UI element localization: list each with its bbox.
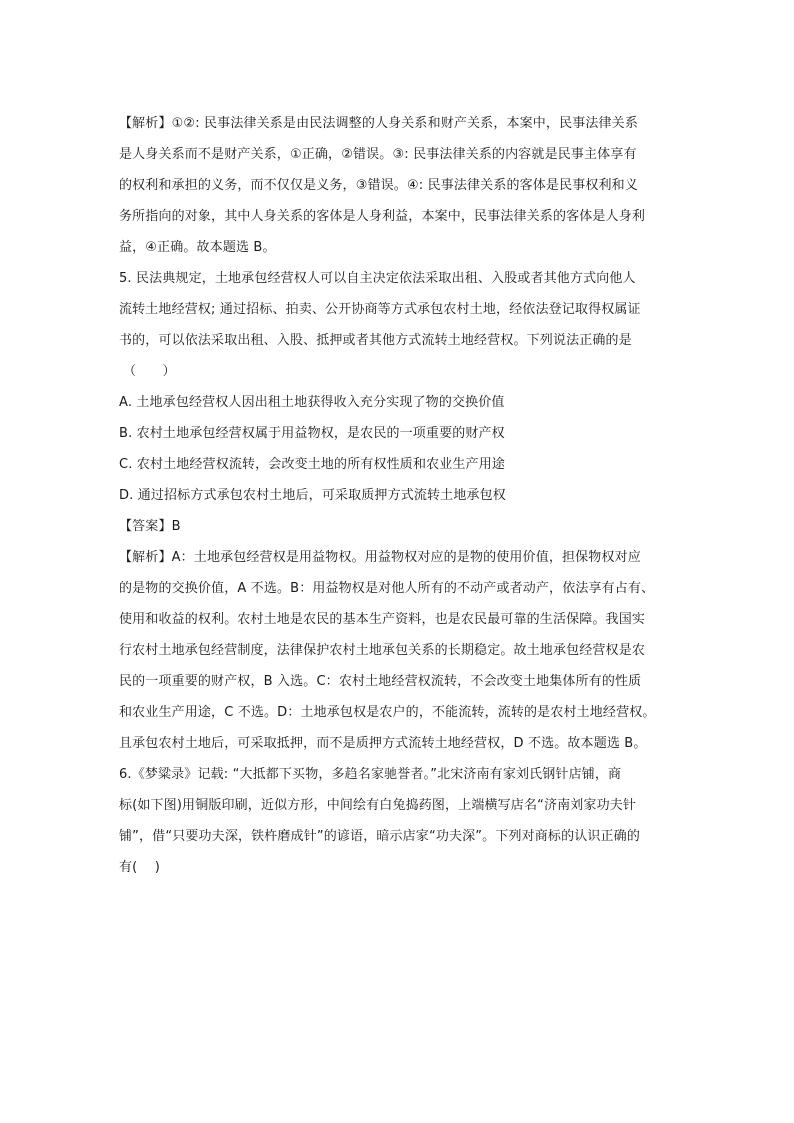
q5-analysis-line: 的是物的交换价值，A 不选。B：用益物权是对他人所有的不动产或者动产，依法享有占有、	[119, 581, 655, 596]
q5-analysis	[119, 542, 684, 759]
q5-analysis-line: 行农村土地承包经营制度，法律保护农村土地承包关系的长期稳定。故土地承包经营权是农	[119, 643, 646, 658]
q4-analysis-line: 的权利和承担的义务，而不仅仅是义务，③错误。④: 民事法律关系的客体是民事权利和义	[119, 178, 638, 193]
q5-analysis-line: 且承包农村土地后，可采取抵押，而不是质押方式流转土地经营权，D 不选。故本题选 B。	[119, 736, 647, 751]
q5-answer	[119, 511, 684, 542]
q5-analysis-line: 【解析】A：土地承包经营权是用益物权。用益物权对应的是物的使用价值，担保物权对应	[119, 550, 641, 565]
q5-option-c: C. 农村土地经营权流转，会改变土地的所有权性质和农业生产用途	[119, 457, 505, 472]
q5-option-b: B. 农村土地承包经营权属于用益物权，是农民的一项重要的财产权	[119, 426, 505, 441]
q5-options	[119, 387, 684, 511]
q4-analysis-line: 是人身关系而不是财产关系，①正确，②错误。③: 民事法律关系的内容就是民事主体享有	[119, 147, 637, 162]
q5-analysis-line: 使用和收益的权利。农村土地是农民的基本生产资料，也是农民最可靠的生活保障。我国实	[119, 612, 646, 627]
q4-analysis-line: 务所指向的对象，其中人身关系的客体是人身利益，本案中，民事法律关系的客体是人身利	[119, 209, 646, 224]
q6-stem-line: 标(如下图)用铜版印刷，近似方形，中间绘有白兔捣药图，上端横写店名“济南刘家功夫针	[119, 798, 637, 813]
q4-analysis-line: 益，④正确。故本题选 B。	[119, 240, 276, 255]
q5-answer-blank: （ ）	[123, 364, 176, 379]
q5-analysis-line: 和农业生产用途，C 不选。D：土地承包权是农户的，不能流转，流转的是农村土地经营权。	[119, 705, 656, 720]
q4-analysis-line: 【解析】①②: 民事法律关系是由民法调整的人身关系和财产关系，本案中，民事法律关系	[119, 116, 638, 131]
q6-stem	[119, 759, 684, 883]
q6-stem-line: 有( )	[119, 860, 161, 875]
q4-analysis	[119, 108, 684, 263]
q5-answer-text: 【答案】B	[119, 519, 181, 534]
page-content	[119, 108, 684, 883]
q5-analysis-line: 民的一项重要的财产权，B 入选。C：农村土地经营权流转，不会改变土地集体所有的性质	[119, 674, 642, 689]
q5-option-d: D. 通过招标方式承包农村土地后，可采取质押方式流转土地承包权	[119, 488, 506, 503]
q6-stem-line: 6.《梦粱录》记载: “大抵都下买物，多趋名家驰誉者。”北宋济南有家刘氏钢针店铺，商	[119, 767, 622, 782]
q5-stem-line: 书的，可以依法采取出租、入股、抵押或者其他方式流转土地经营权。下列说法正确的是	[119, 333, 632, 348]
q6-stem-line: 铺”，借“只要功夫深，铁杵磨成针”的谚语，暗示店家“功夫深”。下列对商标的认识正确的	[119, 829, 640, 844]
q5-stem	[119, 263, 684, 387]
q5-option-a: A. 土地承包经营权人因出租土地获得收入充分实现了物的交换价值	[119, 395, 505, 410]
q5-stem-line: 流转土地经营权; 通过招标、拍卖、公开协商等方式承包农村土地，经依法登记取得权属证	[119, 302, 641, 317]
q5-stem-line: 5. 民法典规定，土地承包经营权人可以自主决定依法采取出租、入股或者其他方式向他人	[119, 271, 636, 286]
